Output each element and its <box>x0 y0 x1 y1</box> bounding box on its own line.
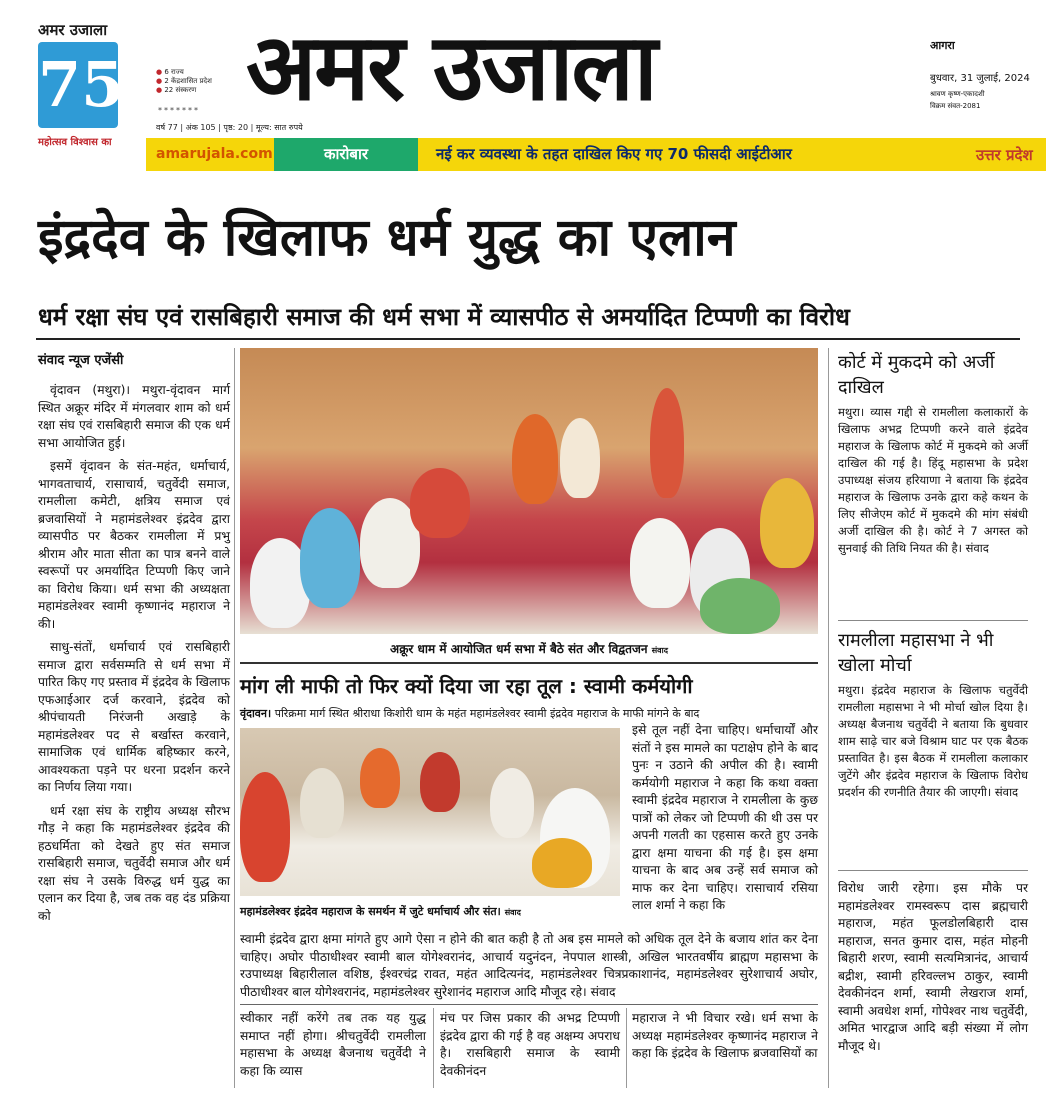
sub-headline: धर्म रक्षा संघ एवं रासबिहारी समाज की धर्म सभा में व्यासपीठ से अमर्यादित टिप्पणी का विरोध <box>38 303 850 331</box>
tithi: श्रावण कृष्ण-एकादशी <box>930 90 985 98</box>
photo-caption <box>240 640 818 657</box>
star-rating-decoration: ******* <box>158 106 200 115</box>
caption-text: अक्रूर धाम में आयोजित धर्म सभा में बैठे संत और विद्वतजन <box>390 642 648 656</box>
paragraph: साधु-संतों, धर्माचार्य एवं रासबिहारी समाज द्वारा सर्वसम्मति से धर्म सभा में पारित किए गए प्रस्ताव में इंद्रदेव के खिलाफ एफआईआर दर्ज करवाने, इंद्रदेव को श्रीपंचायती निरंजनी अखाड़े के महामंडलेश्वर पद से बर्खास्त करवाने, सामाजिक एवं धार्मिक बहिष्कार करने, आवश्यकता पड़ने पर धरना प्रदर्शन करने का निर्णय लिया गया। <box>38 640 230 794</box>
story2-body-right: इसे तूल नहीं देना चाहिए। धर्माचार्यों और संतों ने इस मामले का पटाक्षेप होने के बाद पुनः न उठाने की अपील की है। स्वामी कर्मयोगी महाराज ने कहा कि कथा वक्ता स्वामी इंद्रदेव महाराज ने रामलीला के कुछ पात्रों को लेकर जो टिप्पणी की थी उस पर अपनी गलती का एहसास करते हुए उनके द्वारा क्षमा याचना की गई है। इस क्षमा याचना के बाद अब उन्हें सर्व समाज को माफ कर देना चाहिए। रासाचार्य रसिया लाल शर्मा ने कहा कि <box>632 723 818 912</box>
issue-meta: वर्ष 77 | अंक 105 | पृष्ठ: 20 | मूल्य: सात रुपये <box>156 123 303 132</box>
divider <box>838 620 1028 621</box>
sidebar-story-court: मथुरा। व्यास गद्दी से रामलीला कलाकारों के खिलाफ अभद्र टिप्पणी करने वाले इंद्रदेव महाराज के खिलाफ कोर्ट में मुकदमे को अर्जी दाखिल की गई है। हिंदू महासभा के प्रदेश उपाध्यक्ष संजय हरियाणा ने बताया कि इंद्रदेव महाराज के खिलाफ उनके द्वारा कहे कथन के लिए सीजेएम कोर्ट में मुकदमे की मांग संबंधी अर्जी दाखिल की है। कोर्ट ने 7 अगस्त को सुनवाई की तिथि नियत की है। संवाद <box>838 405 1028 555</box>
sidebar-story-ramlila: मथुरा। इंद्रदेव महाराज के खिलाफ चतुर्वेदी रामलीला महासभा ने भी मोर्चा खोल दिया है। अध्यक्ष बैजनाथ चतुर्वेदी ने बताया कि बुधवार शाम साढ़े चार बजे विश्राम घाट पर एक बैठक प्रस्तावित है। इस बैठक में रामलीला कलाकार जुटेंगे और इंद्रदेव महाराज के खिलाफ विरोध प्रदर्शन की रणनीति तैयार की जाएगी। संवाद <box>838 683 1028 799</box>
column-separator <box>626 1008 627 1088</box>
main-story-body <box>38 382 230 931</box>
credit: संवाद <box>590 984 616 999</box>
main-headline: इंद्रदेव के खिलाफ धर्म युद्ध का एलान <box>38 208 736 268</box>
photo-credit: संवाद <box>651 646 668 655</box>
support-gathering-photo <box>240 728 620 896</box>
edition-facts <box>156 68 212 95</box>
lead-text: परिक्रमा मार्ग स्थित श्रीराधा किशोरी धाम के महंत महामंडलेश्वर स्वामी इंद्रदेव महाराज के माफी मांगने के बाद <box>274 707 700 720</box>
paragraph: वृंदावन (मथुरा)। मथुरा-वृंदावन मार्ग स्थित अक्रूर मंदिर में मंगलवार शाम को धर्म रक्षा संघ एवं रासबिहारी समाज की एक धर्म सभा आयोजित हुई। <box>38 383 230 450</box>
fact-uts: ● 2 केंद्रशासित प्रदेश <box>156 77 212 86</box>
photo2-caption <box>240 904 620 919</box>
paragraph: इसमें वृंदावन के संत-महंत, धर्माचार्य, भागवताचार्य, रासाचार्य, चतुर्वेदी समाज, रामलीला कमेटी, क्षत्रिय समाज एवं ब्रजवासियों ने महामंडलेश्वर इंद्रदेव द्वारा व्यासपीठ पर बैठकर रामलीला में प्रभु श्रीराम और माता सीता का पात्र बनने वाले स्वरूपों पर अमर्यादित टिप्पणी किए जाने का विरोध किया। धर्म सभा की अध्यक्षता महामंडलेश्वर स्वामी कृष्णानंद महाराज ने की। <box>38 459 230 631</box>
divider <box>240 1004 818 1005</box>
brand-logo <box>38 20 144 166</box>
state-label[interactable]: उत्तर प्रदेश <box>976 146 1033 164</box>
sidebar-continuation: विरोध जारी रहेगा। इस मौके पर महामंडलेश्वर रामस्वरूप दास ब्रह्मचारी महाराज, महंत फूलडोलबिहारी दास महाराज, सनत कुमार दास, महंत मोहनी बिहारी शरण, स्वामी सत्यमित्रानंद, आचार्य बद्रीश, स्वामी हरिवल्लभ ठाकुर, स्वामी देवकीनंदन शर्मा, स्वामी लेखराज शर्मा, स्वामी अवधेश शर्मा, गोपेश्वर नाथ चतुर्वेदी, अमित भारद्वाज आदि बड़ी संख्या में लोग मौजूद थे। <box>838 881 1028 1053</box>
body-text: स्वामी इंद्रदेव द्वारा क्षमा मांगते हुए आगे ऐसा न होने की बात कही है तो अब इस मामले को अधिक तूल देने के बजाय शांत कर देना चाहिए। अघोर पीठाधीश्वर स्वामी बाल योगेश्वरानंद, आचार्य यदुनंदन, नेपपाल शास्त्री, अखिल भारतवर्षीय ब्राह्मण महासभा के रउपाध्यक्ष बिहारीलाल वशिष्ठ, ईश्वरचंद्र रावत, महंत आदित्यनंद, महामंडलेश्वर चित्रप्रकाशानंद, महामंडलेश्वर सुरेशाचार्य अघोर, पीठाधीश्वर बाल योगेश्वरानंद, महामंडलेश्वर सुरेशानंद महाराज आदि मौजूद रहे। <box>240 932 818 999</box>
column-separator <box>234 348 235 1088</box>
edition-city: आगरा <box>930 39 955 52</box>
newspaper-title: अमर उजाला <box>246 14 656 121</box>
continuation-col-3: महाराज ने भी विचार रखे। धर्म सभा के अध्यक्ष महामंडलेश्वर कृष्णानंद महाराज ने कहा कि इंद्रदेव के खिलाफ ब्रजवासियों का <box>632 1011 818 1060</box>
section-label[interactable]: कारोबार <box>274 138 418 171</box>
column-separator <box>433 1008 434 1088</box>
photo-credit: संवाद <box>504 908 521 917</box>
divider <box>36 338 1020 340</box>
paragraph: धर्म रक्षा संघ के राष्ट्रीय अध्यक्ष सौरभ गौड़ ने कहा कि महामंडलेश्वर इंद्रदेव की हठधर्मिता को देखते हुए संत समाज रासबिहारी समाज, चतुर्वेदी समाज और धर्म रक्षा संघ ने उसके विरुद्ध धर्म युद्ध का एलान कर दिया है, जब तक वह दंड प्रक्रिया को <box>38 803 230 923</box>
issue-date: बुधवार, 31 जुलाई, 2024 <box>930 73 1030 84</box>
logo-75-emblem: 75 <box>38 42 118 128</box>
sidebar-headline-court: कोर्ट में मुकदमे को अर्जी दाखिल <box>838 352 995 398</box>
caption-text: महामंडलेश्वर इंद्रदेव महाराज के समर्थन में जुटे धर्माचार्य और संत। <box>240 905 501 918</box>
gathering-photo <box>240 348 818 634</box>
column-separator <box>828 348 829 1088</box>
logo-tagline: महोत्सव विश्वास का <box>38 137 112 148</box>
fact-editions: ● 22 संस्करण <box>156 86 212 95</box>
byline: संवाद न्यूज एजेंसी <box>38 353 124 368</box>
banner-headline[interactable]: नई कर व्यवस्था के तहत दाखिल किए गए 70 फीसदी आईटीआर <box>436 145 792 163</box>
story2-headline: मांग ली माफी तो फिर क्यों दिया जा रहा तूल : स्वामी कर्मयोगी <box>240 674 693 698</box>
samvat: विक्रम संवत-2081 <box>930 102 981 110</box>
continuation-col-1: स्वीकार नहीं करेंगे तब तक यह युद्ध समाप्त नहीं होगा। श्रीचतुर्वेदी रामलीला महासभा के अध्यक्ष बैजनाथ चतुर्वेदी ने कहा कि व्यास <box>240 1011 426 1078</box>
divider <box>240 662 818 664</box>
story2-lead <box>240 705 818 723</box>
story2-body-full <box>240 931 818 1001</box>
divider <box>838 870 1028 871</box>
dateline: वृंदावन। <box>240 707 272 720</box>
fact-states: ● 6 राज्य <box>156 68 212 77</box>
site-link[interactable]: amarujala.com <box>156 146 273 162</box>
continuation-col-2: मंच पर जिस प्रकार की अभद्र टिप्पणी इंद्रदेव द्वारा की गई है वह अक्षम्य अपराध है। रासबिहारी समाज के स्वामी देवकीनंदन <box>440 1011 620 1078</box>
logo-wordmark: अमर उजाला <box>38 21 108 39</box>
sidebar-headline-ramlila: रामलीला महासभा ने भी खोला मोर्चा <box>838 630 994 676</box>
